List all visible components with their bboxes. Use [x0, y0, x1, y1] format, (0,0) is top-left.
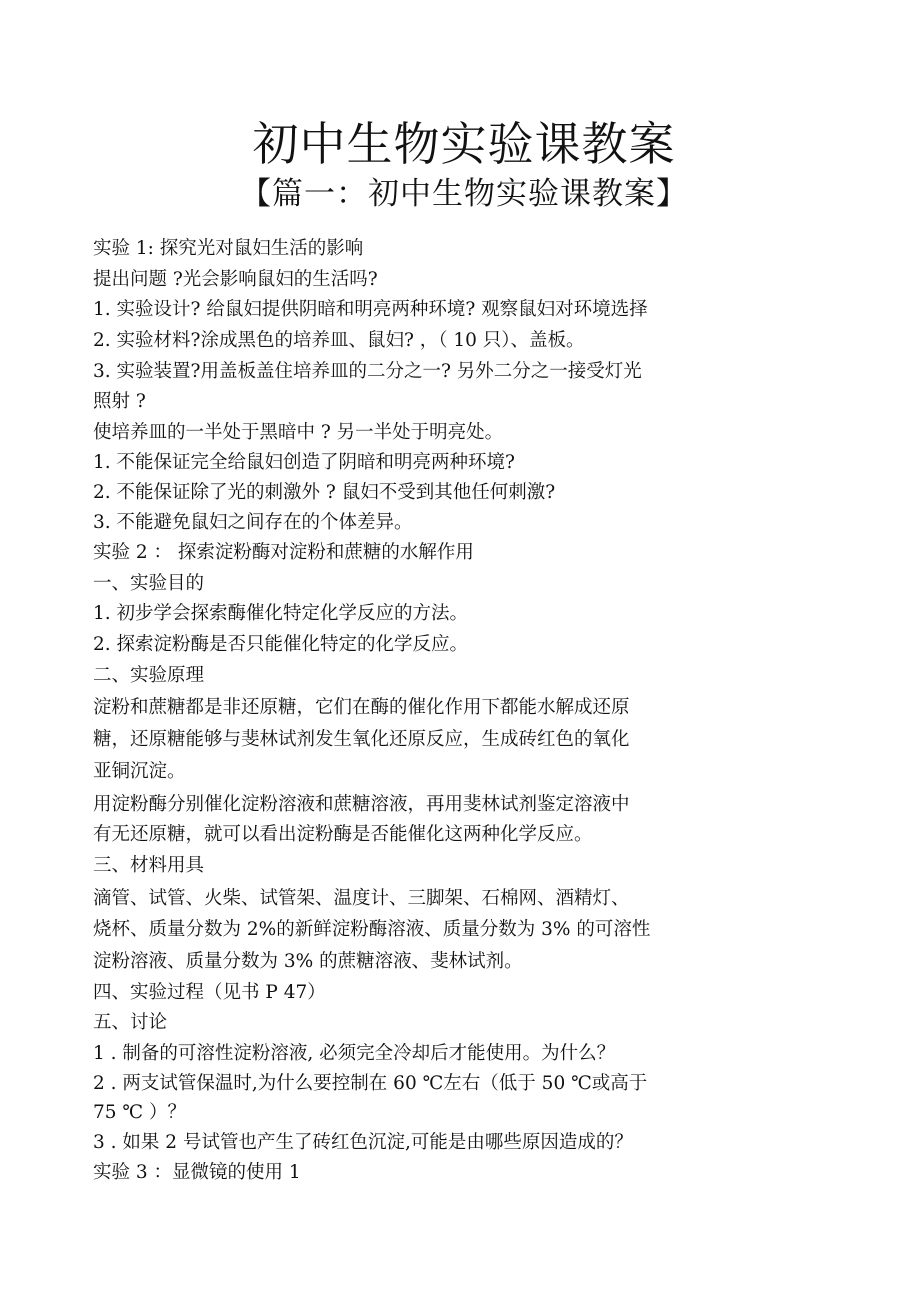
text-line: 亚铜沉淀。 [93, 761, 186, 782]
text-line: 糖，还原糖能够与斐林试剂发生氧化还原反应，生成砖红色的氧化 [93, 729, 630, 750]
text-line: 2. 实验材料?涂成黑色的培养皿、鼠妇? ，（ 10 只）、盖板。 [93, 330, 585, 351]
text-line: 2. 探索淀粉酶是否只能催化特定的化学反应。 [93, 634, 469, 655]
text-line: 使培养皿的一半处于黑暗中 ? 另一半处于明亮处。 [93, 422, 504, 443]
text-line: 淀粉和蔗糖都是非还原糖，它们在酶的催化作用下都能水解成还原 [93, 697, 630, 718]
document-title: 初中生物实验课教案 [252, 117, 676, 171]
section-heading: 实验 3 ：显微镜的使用 1 [93, 1162, 301, 1183]
text-line: 照射 ? [93, 391, 146, 412]
text-line: 用淀粉酶分别催化淀粉溶液和蔗糖溶液，再用斐林试剂鉴定溶液中 [93, 794, 630, 815]
text-line: 2 . 两支试管保温时,为什么要控制在 60 ℃左右（低于 50 ℃或高于 [93, 1073, 648, 1094]
text-line: 1. 实验设计? 给鼠妇提供阴暗和明亮两种环境? 观察鼠妇对环境选择 [93, 299, 648, 320]
text-line: 1. 初步学会探索酶催化特定化学反应的方法。 [93, 603, 469, 624]
text-line: 有无还原糖，就可以看出淀粉酶是否能催化这两种化学反应。 [93, 824, 593, 845]
text-line: 75 ℃ ）？ [93, 1102, 186, 1123]
text-line: 提出问题 ?光会影响鼠妇的生活吗? [93, 269, 378, 290]
section-heading: 一、实验目的 [93, 573, 205, 594]
text-line: 1 . 制备的可溶性淀粉溶液, 必须完全冷却后才能使用。为什么？ [93, 1043, 616, 1064]
text-line: 2. 不能保证除了光的刺激外 ? 鼠妇不受到其他任何刺激? [93, 482, 556, 503]
text-line: 烧杯、质量分数为 2%的新鲜淀粉酶溶液、质量分数为 3% 的可溶性 [93, 919, 651, 940]
document-subtitle: 【篇一：初中生物实验课教案】 [240, 176, 688, 212]
section-heading: 二、实验原理 [93, 665, 205, 686]
section-heading: 五、讨论 [93, 1012, 168, 1033]
text-line: 滴管、试管、火柴、试管架、温度计、三脚架、石棉网、酒精灯、 [93, 888, 630, 909]
section-heading: 四、实验过程（见书 P 47） [93, 982, 326, 1003]
text-line: 实验 1: 探究光对鼠妇生活的影响 [93, 238, 364, 259]
text-line: 1. 不能保证完全给鼠妇创造了阴暗和明亮两种环境? [93, 452, 515, 473]
text-line: 3. 实验装置?用盖板盖住培养皿的二分之一? 另外二分之一接受灯光 [93, 361, 642, 382]
section-heading: 三、材料用具 [93, 855, 205, 876]
text-line: 3 . 如果 2 号试管也产生了砖红色沉淀,可能是由哪些原因造成的？ [93, 1132, 633, 1153]
section-heading: 实验 2 ： 探索淀粉酶对淀粉和蔗糖的水解作用 [93, 542, 474, 563]
text-line: 淀粉溶液、质量分数为 3% 的蔗糖溶液、斐林试剂。 [93, 951, 523, 972]
text-line: 3. 不能避免鼠妇之间存在的个体差异。 [93, 512, 413, 533]
